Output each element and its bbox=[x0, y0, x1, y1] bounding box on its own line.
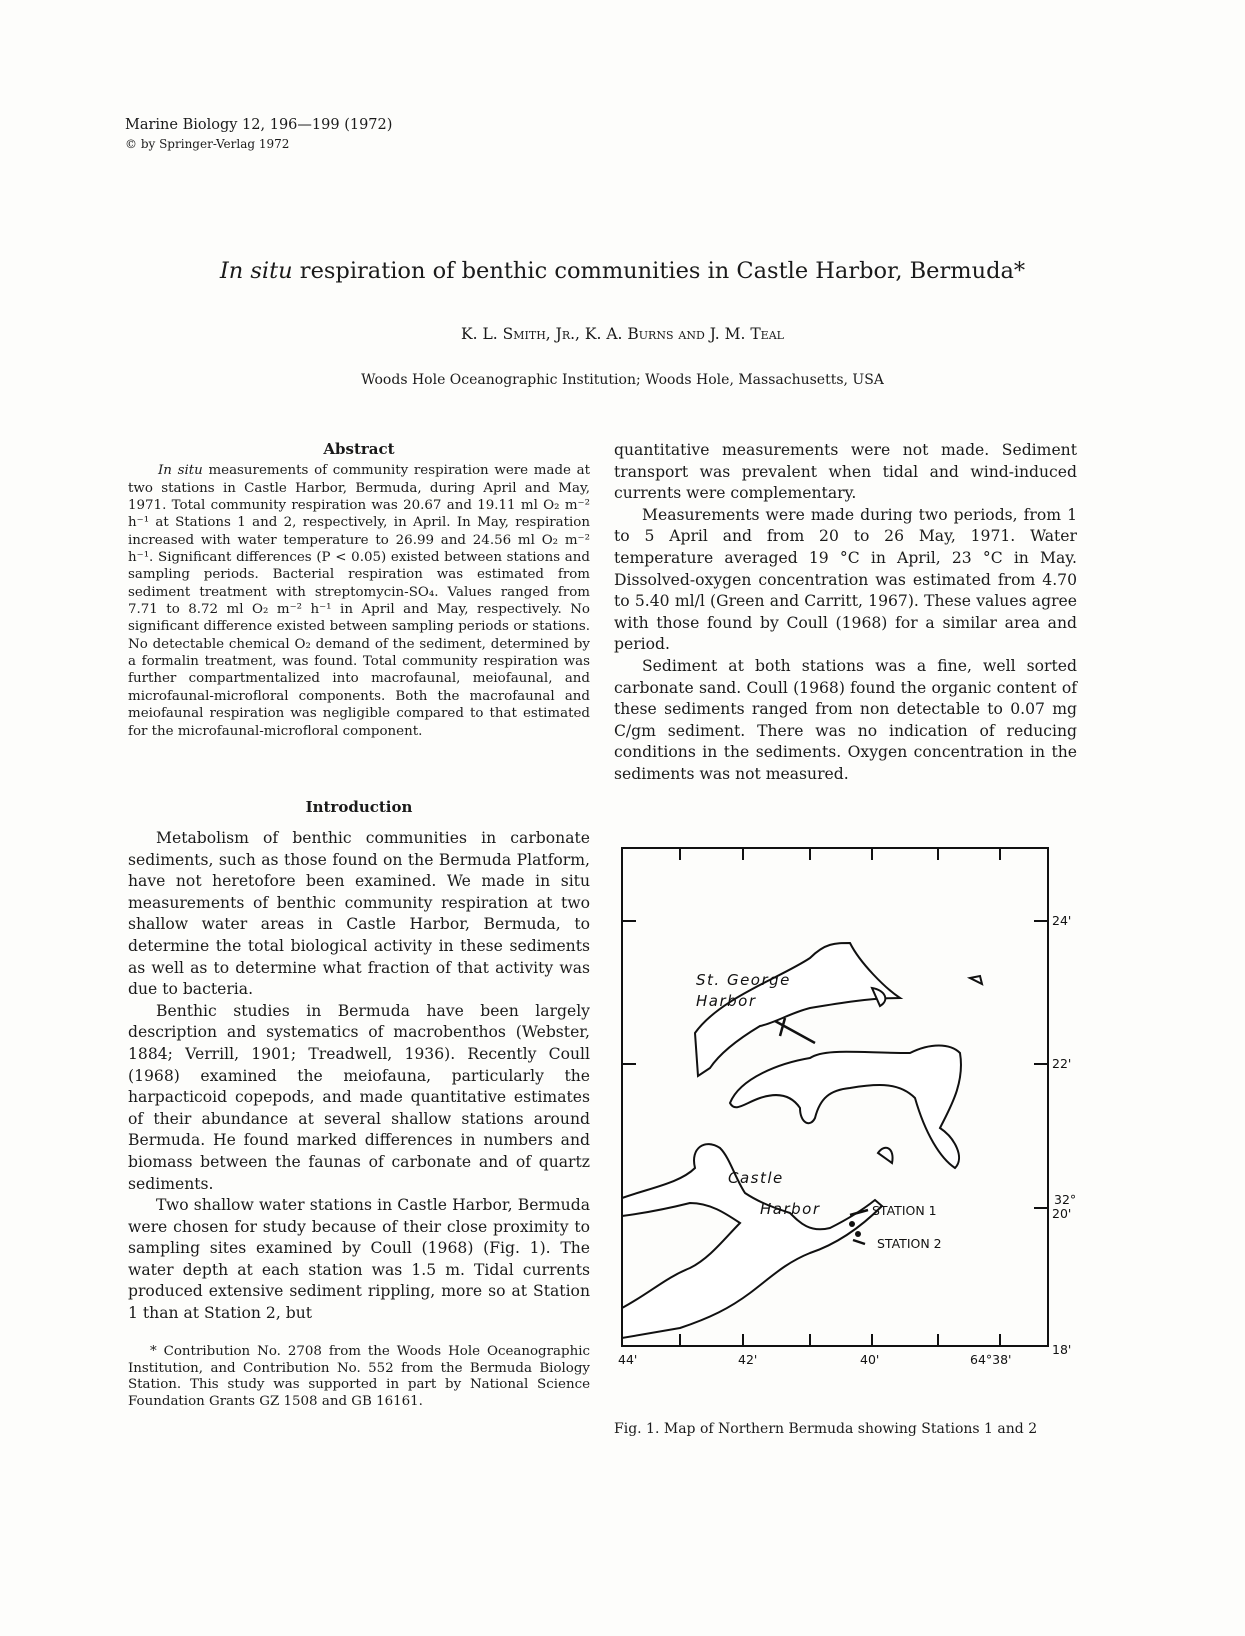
lat-22: 22' bbox=[1052, 1056, 1072, 1071]
station-1-marker bbox=[849, 1221, 855, 1227]
paper-title bbox=[0, 258, 1245, 284]
lat-32: 32° bbox=[1054, 1192, 1077, 1207]
paragraph: Measurements were made during two periods, from 1 to 5 April and from 20 to 26 May, 1971. Water temperature averaged 19 °C in April, 23 °C in May. Dissolved-oxygen concentration was estimated from 4.70 to 5.40 ml/l (Green and Carritt, 1967). These values agree with those found by Coull (1968) for a similar area and period. bbox=[614, 505, 1077, 654]
journal-header bbox=[125, 116, 392, 154]
title-italic: In situ bbox=[219, 258, 293, 284]
affiliation: Woods Hole Oceanographic Institution; Woods Hole, Massachusetts, USA bbox=[361, 372, 884, 388]
authors: K. L. Smith, Jr., K. A. Burns and J. M. Teal bbox=[461, 325, 784, 343]
top-ticks bbox=[680, 848, 1000, 860]
label-castle: Castle bbox=[728, 1169, 784, 1187]
abstract-italic: In situ bbox=[158, 463, 203, 479]
footnote-text: * Contribution No. 2708 from the Woods Hole Oceanographic Institution, and Contribution No. 552 from the Bermuda Biology Station. This study was supported in part by National Science Foundation Grants GZ 1508 and GB 16161. bbox=[128, 1344, 590, 1409]
abstract-heading: Abstract bbox=[323, 440, 395, 458]
introduction-heading: Introduction bbox=[305, 798, 413, 816]
lat-24: 24' bbox=[1052, 913, 1072, 928]
title-rest: respiration of benthic communities in Castle Harbor, Bermuda* bbox=[292, 258, 1026, 284]
label-st-george: St. George bbox=[696, 971, 791, 989]
label-station-1: STATION 1 bbox=[872, 1203, 937, 1218]
introduction-body bbox=[128, 828, 590, 1325]
abstract-text bbox=[128, 462, 590, 740]
bermuda-landmass bbox=[622, 943, 982, 1338]
harbor-arrow bbox=[775, 1018, 815, 1043]
paragraph: Benthic studies in Bermuda have been largely description and systematics of macrobenthos (Webster, 1884; Verrill, 1901; Treadwell, 1936). Recently Coull (1968) examined the meiofauna, particularly the harpacticoid copepods, and made quantitative estimates of their abundance at several shallow stations around Bermuda. He found marked differences in numbers and biomass between the faunas of carbonate and of quartz sediments. bbox=[128, 1001, 590, 1193]
station-2-marker bbox=[855, 1231, 861, 1237]
label-castle-harbor: Harbor bbox=[760, 1200, 821, 1218]
lon-44: 44' bbox=[618, 1352, 638, 1367]
figure-caption: Fig. 1. Map of Northern Bermuda showing Stations 1 and 2 bbox=[614, 1421, 1038, 1437]
journal-citation: Marine Biology 12, 196—199 (1972) bbox=[125, 117, 393, 133]
footnote bbox=[128, 1344, 590, 1410]
right-column-body bbox=[614, 440, 1077, 786]
paragraph: quantitative measurements were not made. Sediment transport was prevalent when tidal and wind-induced currents were complementary. bbox=[614, 441, 1077, 503]
lon-64-38: 64°38' bbox=[970, 1352, 1012, 1367]
paragraph: Metabolism of benthic communities in carbonate sediments, such as those found on the Bermuda Platform, have not heretofore been examined. We made in situ measurements of benthic community respiration at two shallow water areas in Castle Harbor, Bermuda, to determine the total biological activity in these sediments as well as to determine what fraction of that activity was due to bacteria. bbox=[128, 829, 590, 999]
paragraph: Sediment at both stations was a fine, well sorted carbonate sand. Coull (1968) found the organic content of these sediments ranged from non detectable to 0.07 mg C/gm sediment. There was no indication of reducing conditions in the sediments. Oxygen concentration in the sediments was not measured. bbox=[614, 656, 1077, 783]
lat-20: 20' bbox=[1052, 1206, 1072, 1221]
label-st-george-harbor: Harbor bbox=[696, 992, 757, 1010]
lat-18: 18' bbox=[1052, 1342, 1072, 1357]
figure-map bbox=[610, 838, 1080, 1378]
label-station-2: STATION 2 bbox=[877, 1236, 942, 1251]
abstract-body: measurements of community respiration were made at two stations in Castle Harbor, Bermuda, during April and May, 1971. Total community respiration was 20.67 and 19.11 ml O₂ m⁻² h⁻¹ at Stations 1 and 2, respectively, in April. In May, respiration increased with water temperature to 26.99 and 24.56 ml O₂ m⁻² h⁻¹. Significant differences (P < 0.05) existed between stations and sampling periods. Bacterial respiration was estimated from sediment treatment with streptomycin-SO₄. Values ranged from 7.71 to 8.72 ml O₂ m⁻² h⁻¹ in April and May, respectively. No significant difference existed between sampling periods or stations. No detectable chemical O₂ demand of the sediment, determined by a formalin treatment, was found. Total community respiration was further compartmentalized into macrofaunal, meiofaunal, and microfaunal-microfloral components. Both the macrofaunal and meiofaunal respiration was negligible compared to that estimated for the microfaunal-microfloral component. bbox=[128, 463, 590, 739]
abstract bbox=[128, 441, 590, 740]
lon-40: 40' bbox=[860, 1352, 880, 1367]
journal-copyright: © by Springer-Verlag 1972 bbox=[125, 137, 290, 151]
bottom-ticks bbox=[680, 1334, 1000, 1346]
lon-42: 42' bbox=[738, 1352, 758, 1367]
paragraph: Two shallow water stations in Castle Harbor, Bermuda were chosen for study because of their close proximity to sampling sites examined by Coull (1968) (Fig. 1). The water depth at each station was 1.5 m. Tidal currents produced extensive sediment rippling, more so at Station 1 than at Station 2, but bbox=[128, 1196, 590, 1323]
